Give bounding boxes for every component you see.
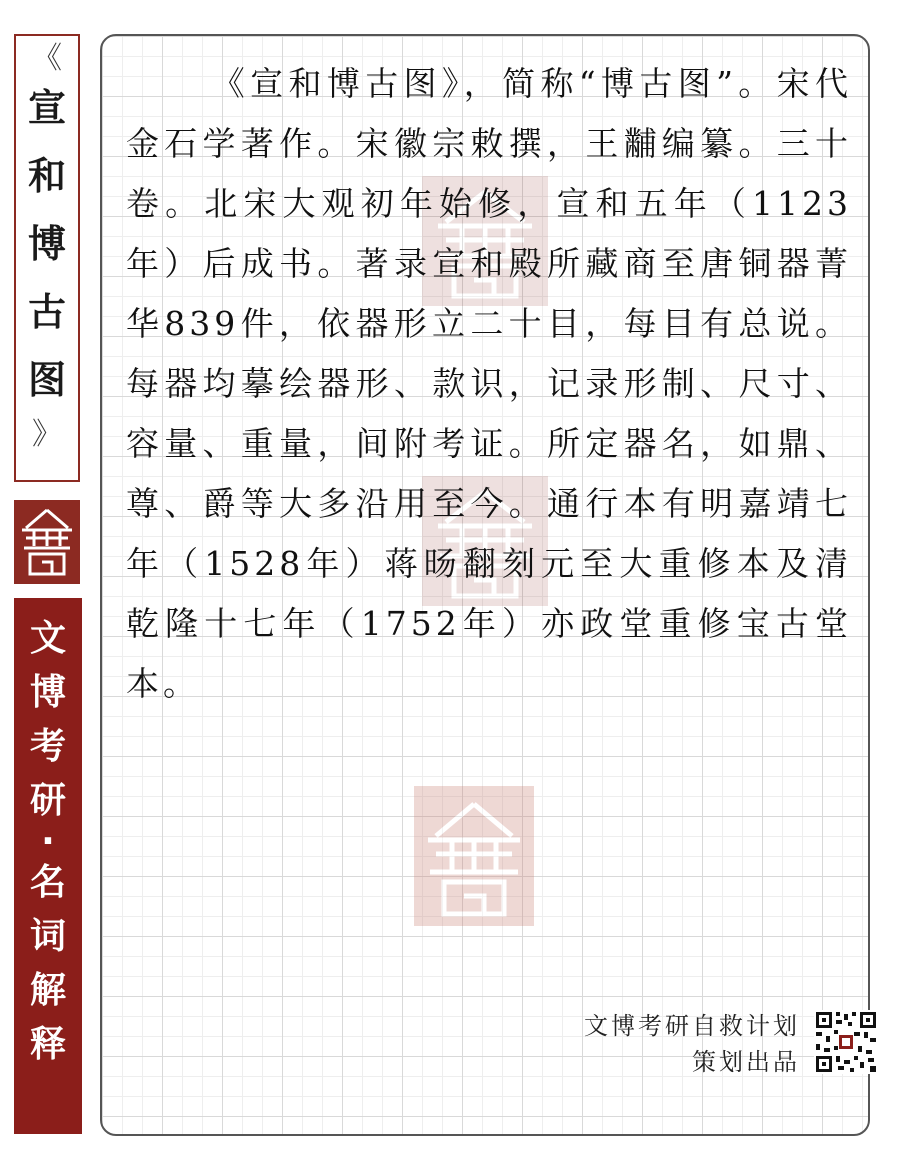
- qr-code-icon[interactable]: [814, 1010, 878, 1074]
- title-open-quote: 《: [32, 41, 62, 76]
- watermark-seal-icon: [414, 786, 534, 926]
- side-banner: [14, 598, 82, 1134]
- banner-char: 博: [29, 672, 66, 713]
- entry-body-text: 《宣和博古图》，简称“博古图”。宋代金石学著作。宋徽宗敕撰，王黼编纂。三十卷。北宋大观初年始修，宣和五年（1123年）后成书。著录宣和殿所藏商至唐铜器菁华839件，依器形立二十目，每目有总说。每器均摹绘器形、款识，记录形制、尺寸、容量、重量，间附考证。所定器名，如鼎、尊、爵等大多沿用至今。通行本有明嘉靖七年（1528年）蒋旸翻刻元至大重修本及清乾隆十七年（1752年）亦政堂重修宝古堂本。: [126, 64, 852, 703]
- title-char-1: 宣: [27, 85, 66, 130]
- footer-line-1: 文博考研自救计划: [584, 1012, 800, 1040]
- banner-char: 释: [29, 1024, 66, 1065]
- banner-char: 名: [29, 862, 66, 903]
- banner-char: 文: [29, 618, 66, 659]
- footer-line-2: 策划出品: [692, 1048, 800, 1076]
- banner-dot: ·: [41, 821, 55, 862]
- text-panel: [100, 34, 870, 1136]
- banner-char: 考: [29, 726, 66, 767]
- title-vertical-box: [14, 34, 80, 482]
- banner-char: 解: [29, 970, 66, 1011]
- title-close-quote: 》: [32, 417, 62, 452]
- banner-char: 研: [29, 780, 66, 821]
- title-char-5: 图: [27, 357, 66, 402]
- pavilion-seal-icon: [14, 500, 80, 584]
- title-char-4: 古: [27, 289, 66, 334]
- title-char-2: 和: [27, 153, 66, 198]
- footer-credit: [584, 1008, 800, 1080]
- title-char-3: 博: [27, 221, 66, 266]
- banner-char: 词: [29, 916, 66, 957]
